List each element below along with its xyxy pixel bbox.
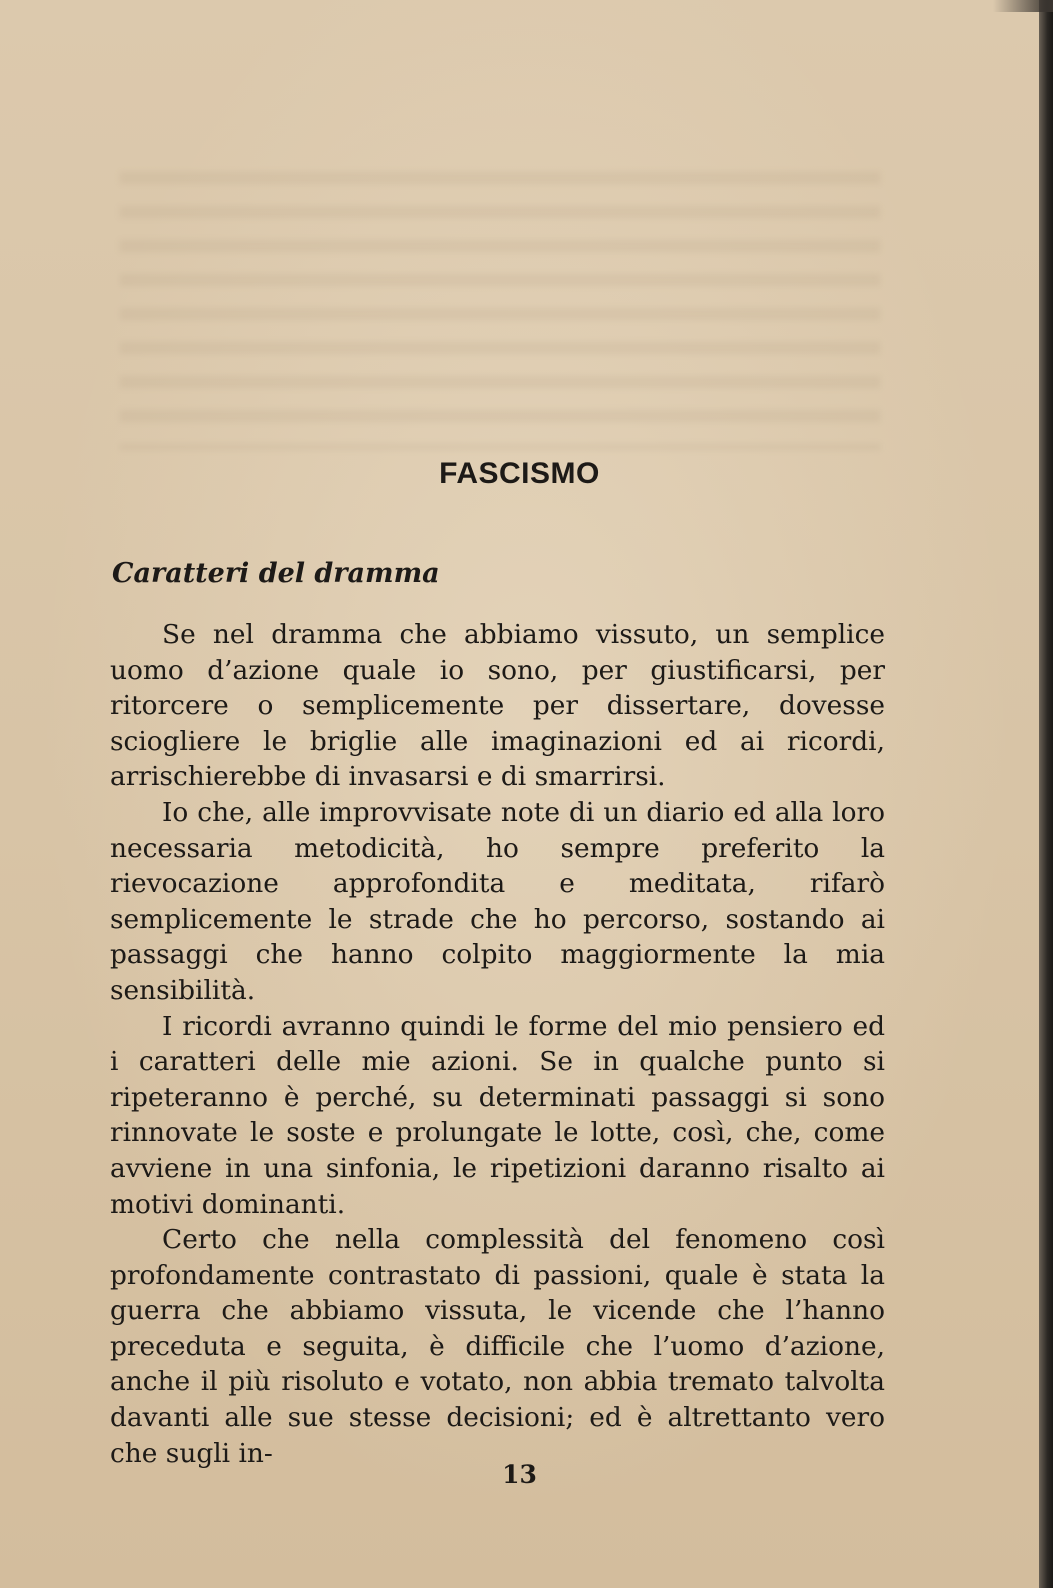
page-number: 13 [502,1460,537,1489]
chapter-title: FASCISMO [439,457,600,490]
paragraph-2: Io che, alle improvvisate note di un diario ed alla loro necessaria metodicità, ho sempre preferito la rievocazione approfondita e meditata, rifarò semplicemente le strade che ho percorso, sostando ai passaggi che hanno colpito maggiormente la mia sensibilità. [110,796,885,1006]
paragraph-3: I ricordi avranno quindi le forme del mio pensiero ed i caratteri delle mie azioni. Se in qualche punto si ripeteranno è perché, su determinati passaggi si sono rinnovate le soste e prolungate le lotte, così, che, come avviene in una sinfonia, le ripetizioni daranno risalto ai motivi dominanti. [110,1010,885,1220]
body-text [110,617,885,1471]
section-heading: Caratteri del dramma [112,558,440,589]
paragraph-4: Certo che nella complessità del fenomeno così profondamente contrastato di passioni, quale è stata la guerra che abbiamo vissuta, le vicende che l’hanno preceduta e seguita, è difficile che l’uomo d’azione, anche il più risoluto e votato, non abbia tremato talvolta davanti alle sue stesse decisioni; ed è altrettanto vero che sugli in- [110,1224,885,1469]
paragraph-1: Se nel dramma che abbiamo vissuto, un semplice uomo d’azione quale io sono, per giustificarsi, per ritorcere o semplicemente per dissertare, dovesse sciogliere le briglie alle imaginazioni ed ai ricordi, arrischierebbe di invasarsi e di smarrirsi. [110,619,885,793]
page-corner-shadow [993,0,1053,12]
page-edge-shadow [1039,0,1053,1588]
